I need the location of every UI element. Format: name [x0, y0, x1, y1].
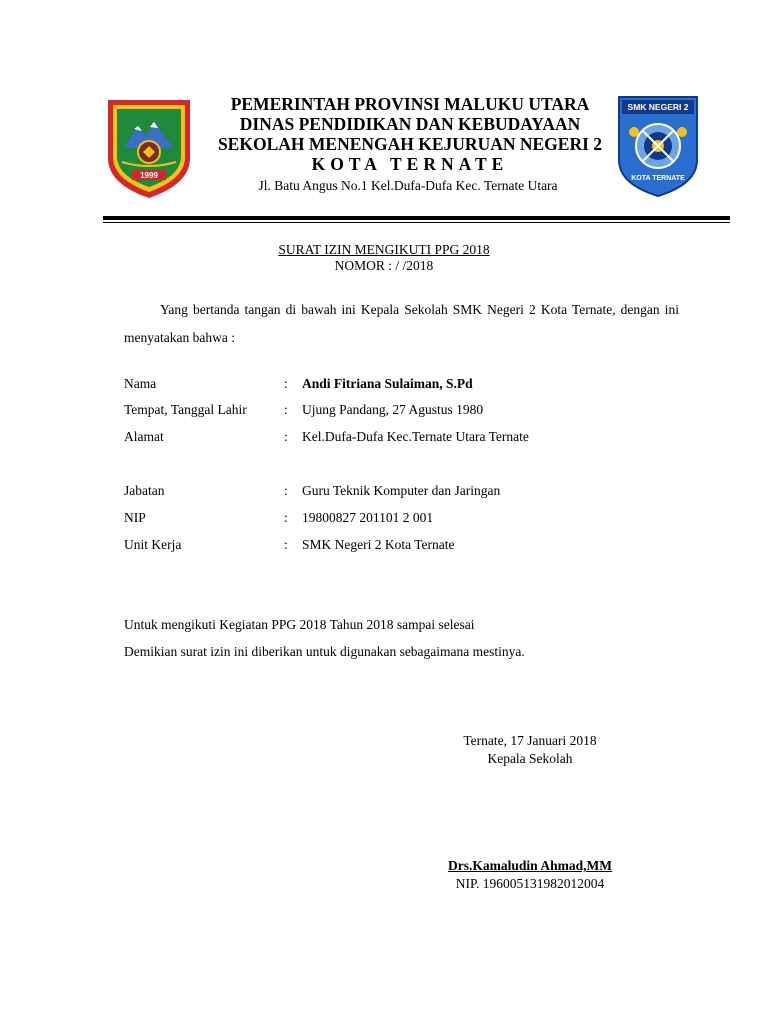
field-colon: : [284, 483, 288, 498]
letter-number: NOMOR : / /2018 [334, 258, 434, 273]
letterhead-line3: SEKOLAH MENENGAH KEJURUAN NEGERI 2 [217, 134, 603, 154]
letterhead-city: KOTA TERNATE [311, 154, 509, 174]
closing-line-1: Untuk mengikuti Kegiatan PPG 2018 Tahun 2018 sampai selesai [124, 617, 475, 632]
school-shield-logo [616, 94, 700, 198]
field-colon: : [284, 537, 288, 552]
field-value-nip: 19800827 201101 2 001 [302, 510, 434, 525]
field-label-nip: NIP [124, 510, 146, 525]
signer-nip: NIP. 196005131982012004 [455, 876, 605, 891]
field-colon: : [284, 510, 288, 525]
field-colon: : [284, 376, 288, 391]
field-label-ttl: Tempat, Tanggal Lahir [124, 402, 247, 417]
field-value-ttl: Ujung Pandang, 27 Agustus 1980 [302, 402, 484, 417]
letterhead-line2: DINAS PENDIDIKAN DAN KEBUDAYAAN [239, 114, 581, 134]
letter-title: SURAT IZIN MENGIKUTI PPG 2018 [278, 242, 490, 257]
field-value-unit-kerja: SMK Negeri 2 Kota Ternate [302, 537, 455, 552]
field-colon: : [284, 429, 288, 444]
letterhead-line1: PEMERINTAH PROVINSI MALUKU UTARA [230, 94, 590, 114]
field-label-alamat: Alamat [124, 429, 164, 444]
emblem-year: 1999 [140, 171, 158, 180]
letterhead-address: Jl. Batu Angus No.1 Kel.Dufa-Dufa Kec. Ternate Utara [258, 178, 558, 193]
field-value-nama: Andi Fitriana Sulaiman, S.Pd [302, 376, 473, 391]
place-date: Ternate, 17 Januari 2018 [463, 733, 597, 748]
field-label-unit-kerja: Unit Kerja [124, 537, 182, 552]
shield-bottom-text: KOTA TERNATE [631, 175, 685, 182]
field-value-alamat: Kel.Dufa-Dufa Kec.Ternate Utara Ternate [302, 429, 529, 444]
letterhead-divider-thick [103, 216, 730, 220]
signer-position: Kepala Sekolah [487, 751, 573, 766]
letterhead-divider-thin [103, 222, 730, 223]
opening-paragraph: Yang bertanda tangan di bawah ini Kepala Sekolah SMK Negeri 2 Kota Ternate, dengan ini menyatakan bahwa : [124, 302, 679, 345]
field-value-jabatan: Guru Teknik Komputer dan Jaringan [302, 483, 501, 498]
field-colon: : [284, 402, 288, 417]
closing-line-2: Demikian surat izin ini diberikan untuk digunakan sebagaimana mestinya. [124, 644, 525, 659]
shield-top-text: SMK NEGERI 2 [627, 102, 689, 112]
field-label-nama: Nama [124, 376, 157, 391]
signer-name: Drs.Kamaludin Ahmad,MM [448, 858, 612, 873]
field-label-jabatan: Jabatan [124, 483, 165, 498]
